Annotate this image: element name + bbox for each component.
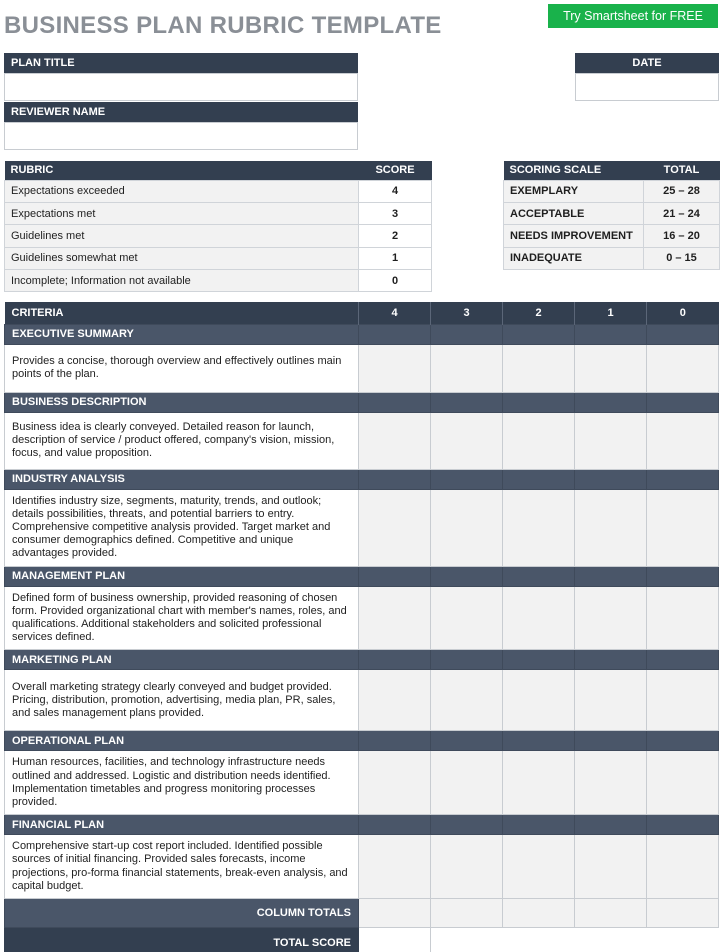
rubric-row — [5, 225, 432, 247]
score-column-header: SCORE — [375, 164, 415, 177]
scale-range: 16 – 20 — [644, 225, 720, 247]
score-cell[interactable] — [431, 670, 503, 731]
score-4-header: 4 — [359, 302, 431, 324]
scale-range: 25 – 28 — [644, 180, 720, 202]
rubric-score: 0 — [359, 270, 432, 292]
score-cell[interactable] — [575, 835, 647, 899]
section-title-executive-summary: EXECUTIVE SUMMARY — [5, 324, 359, 344]
score-cell[interactable] — [503, 586, 575, 650]
total-header: TOTAL — [663, 164, 700, 177]
scale-range: 0 – 15 — [644, 247, 720, 269]
score-2-header: 2 — [503, 302, 575, 324]
section-description: Human resources, facilities, and technology infrastructure needs outlined and addressed. Logistic and distribution needs identified. Implementation timetables and progress monitoring processes provided. — [5, 751, 359, 815]
rubric-label: Expectations met — [5, 202, 359, 224]
score-3-header: 3 — [431, 302, 503, 324]
score-0-header: 0 — [679, 306, 686, 319]
section-title-industry-analysis: INDUSTRY ANALYSIS — [5, 469, 359, 489]
score-cell[interactable] — [503, 489, 575, 566]
rubric-label: Guidelines met — [5, 225, 359, 247]
rubric-score: 2 — [359, 225, 432, 247]
score-cell[interactable] — [503, 670, 575, 731]
rubric-column-header: RUBRIC — [10, 164, 54, 177]
section-title-management-plan: MANAGEMENT PLAN — [5, 566, 359, 586]
total-score-label: TOTAL SCORE — [5, 927, 359, 952]
rubric-score: 4 — [359, 180, 432, 202]
section-description: Provides a concise, thorough overview and effectively outlines main points of the plan. — [5, 344, 359, 392]
score-cell[interactable] — [431, 835, 503, 899]
section-description: Business idea is clearly conveyed. Detailed reason for launch, description of service / product offered, company's vision, mission, focus, and value proposition. — [5, 412, 359, 469]
score-cell[interactable] — [575, 751, 647, 815]
rubric-row — [5, 247, 432, 269]
score-cell[interactable] — [647, 751, 719, 815]
score-cell[interactable] — [359, 412, 431, 469]
section-description: Overall marketing strategy clearly conveyed and budget provided. Pricing, distribution, promotion, advertising, media plan, PR, sales, and sales management plans provided. — [5, 670, 359, 731]
rubric-score: 3 — [359, 202, 432, 224]
rubric-row — [5, 180, 432, 202]
page-title: BUSINESS PLAN RUBRIC TEMPLATE — [4, 12, 442, 39]
column-total-cell[interactable] — [431, 898, 503, 927]
score-cell[interactable] — [431, 412, 503, 469]
section-title-business-description: BUSINESS DESCRIPTION — [5, 392, 359, 412]
scale-row — [504, 180, 720, 202]
score-cell[interactable] — [431, 586, 503, 650]
scale-label: EXEMPLARY — [504, 180, 644, 202]
score-cell[interactable] — [575, 344, 647, 392]
score-cell[interactable] — [575, 670, 647, 731]
criteria-column-header: CRITERIA — [5, 302, 359, 324]
reviewer-name-input[interactable] — [4, 122, 358, 150]
scale-row — [504, 225, 720, 247]
criteria-table — [4, 302, 719, 952]
score-cell[interactable] — [647, 670, 719, 731]
scale-label: ACCEPTABLE — [504, 202, 644, 224]
section-title-operational-plan: OPERATIONAL PLAN — [5, 731, 359, 751]
rubric-label: Guidelines somewhat met — [5, 247, 359, 269]
score-cell[interactable] — [575, 489, 647, 566]
score-cell[interactable] — [431, 344, 503, 392]
scale-row — [504, 202, 720, 224]
reviewer-name-label: REVIEWER NAME — [4, 102, 358, 122]
score-cell[interactable] — [503, 412, 575, 469]
rubric-row — [5, 202, 432, 224]
scale-row — [504, 247, 720, 269]
score-cell[interactable] — [647, 835, 719, 899]
section-description: Defined form of business ownership, provided reasoning of chosen form. Provided organizational chart with member's names, roles, and qualifications. Additional stakeholders and solicited professional services defined. — [5, 586, 359, 650]
scoring-scale-table — [503, 161, 720, 270]
plan-title-label: PLAN TITLE — [4, 53, 358, 73]
score-cell[interactable] — [503, 344, 575, 392]
score-cell[interactable] — [647, 586, 719, 650]
section-description: Identifies industry size, segments, maturity, trends, and outlook; details possibilities, threats, and potential barriers to entry. Comprehensive competitive analysis provided. Target market and consumer demographics defined. Competitive and unique advantages provided. — [5, 489, 359, 566]
score-cell[interactable] — [431, 751, 503, 815]
section-title-financial-plan: FINANCIAL PLAN — [5, 815, 359, 835]
column-total-cell[interactable] — [503, 898, 575, 927]
score-cell[interactable] — [359, 489, 431, 566]
score-cell[interactable] — [575, 412, 647, 469]
score-cell[interactable] — [359, 670, 431, 731]
score-cell[interactable] — [359, 586, 431, 650]
score-cell[interactable] — [575, 586, 647, 650]
section-description: Comprehensive start-up cost report included. Identified possible sources of initial financing. Provided sales forecasts, income projections, pro-forma financial statements, break-even analysis, and capital budget. — [5, 835, 359, 899]
total-score-cell[interactable] — [359, 927, 431, 952]
score-cell[interactable] — [647, 489, 719, 566]
score-cell[interactable] — [503, 835, 575, 899]
score-cell[interactable] — [431, 489, 503, 566]
scoring-scale-header: SCORING SCALE — [509, 164, 602, 177]
score-cell[interactable] — [359, 751, 431, 815]
column-total-cell[interactable] — [359, 898, 431, 927]
plan-title-input[interactable] — [4, 73, 358, 101]
rubric-score: 1 — [359, 247, 432, 269]
column-total-cell[interactable] — [575, 898, 647, 927]
scale-label: INADEQUATE — [504, 247, 644, 269]
score-cell[interactable] — [359, 835, 431, 899]
scale-label: NEEDS IMPROVEMENT — [504, 225, 644, 247]
score-cell[interactable] — [647, 344, 719, 392]
rubric-row — [5, 270, 432, 292]
score-cell[interactable] — [647, 412, 719, 469]
column-totals-label: COLUMN TOTALS — [5, 898, 359, 927]
rubric-label: Expectations exceeded — [5, 180, 359, 202]
date-label: DATE — [575, 53, 719, 73]
score-cell[interactable] — [359, 344, 431, 392]
scale-range: 21 – 24 — [644, 202, 720, 224]
rubric-table — [4, 161, 432, 292]
try-smartsheet-button[interactable]: Try Smartsheet for FREE — [548, 4, 718, 28]
score-cell[interactable] — [503, 751, 575, 815]
date-input[interactable] — [575, 73, 719, 101]
column-total-cell[interactable] — [647, 898, 719, 927]
rubric-label: Incomplete; Information not available — [5, 270, 359, 292]
section-title-marketing-plan: MARKETING PLAN — [5, 650, 359, 670]
score-1-header: 1 — [575, 302, 647, 324]
